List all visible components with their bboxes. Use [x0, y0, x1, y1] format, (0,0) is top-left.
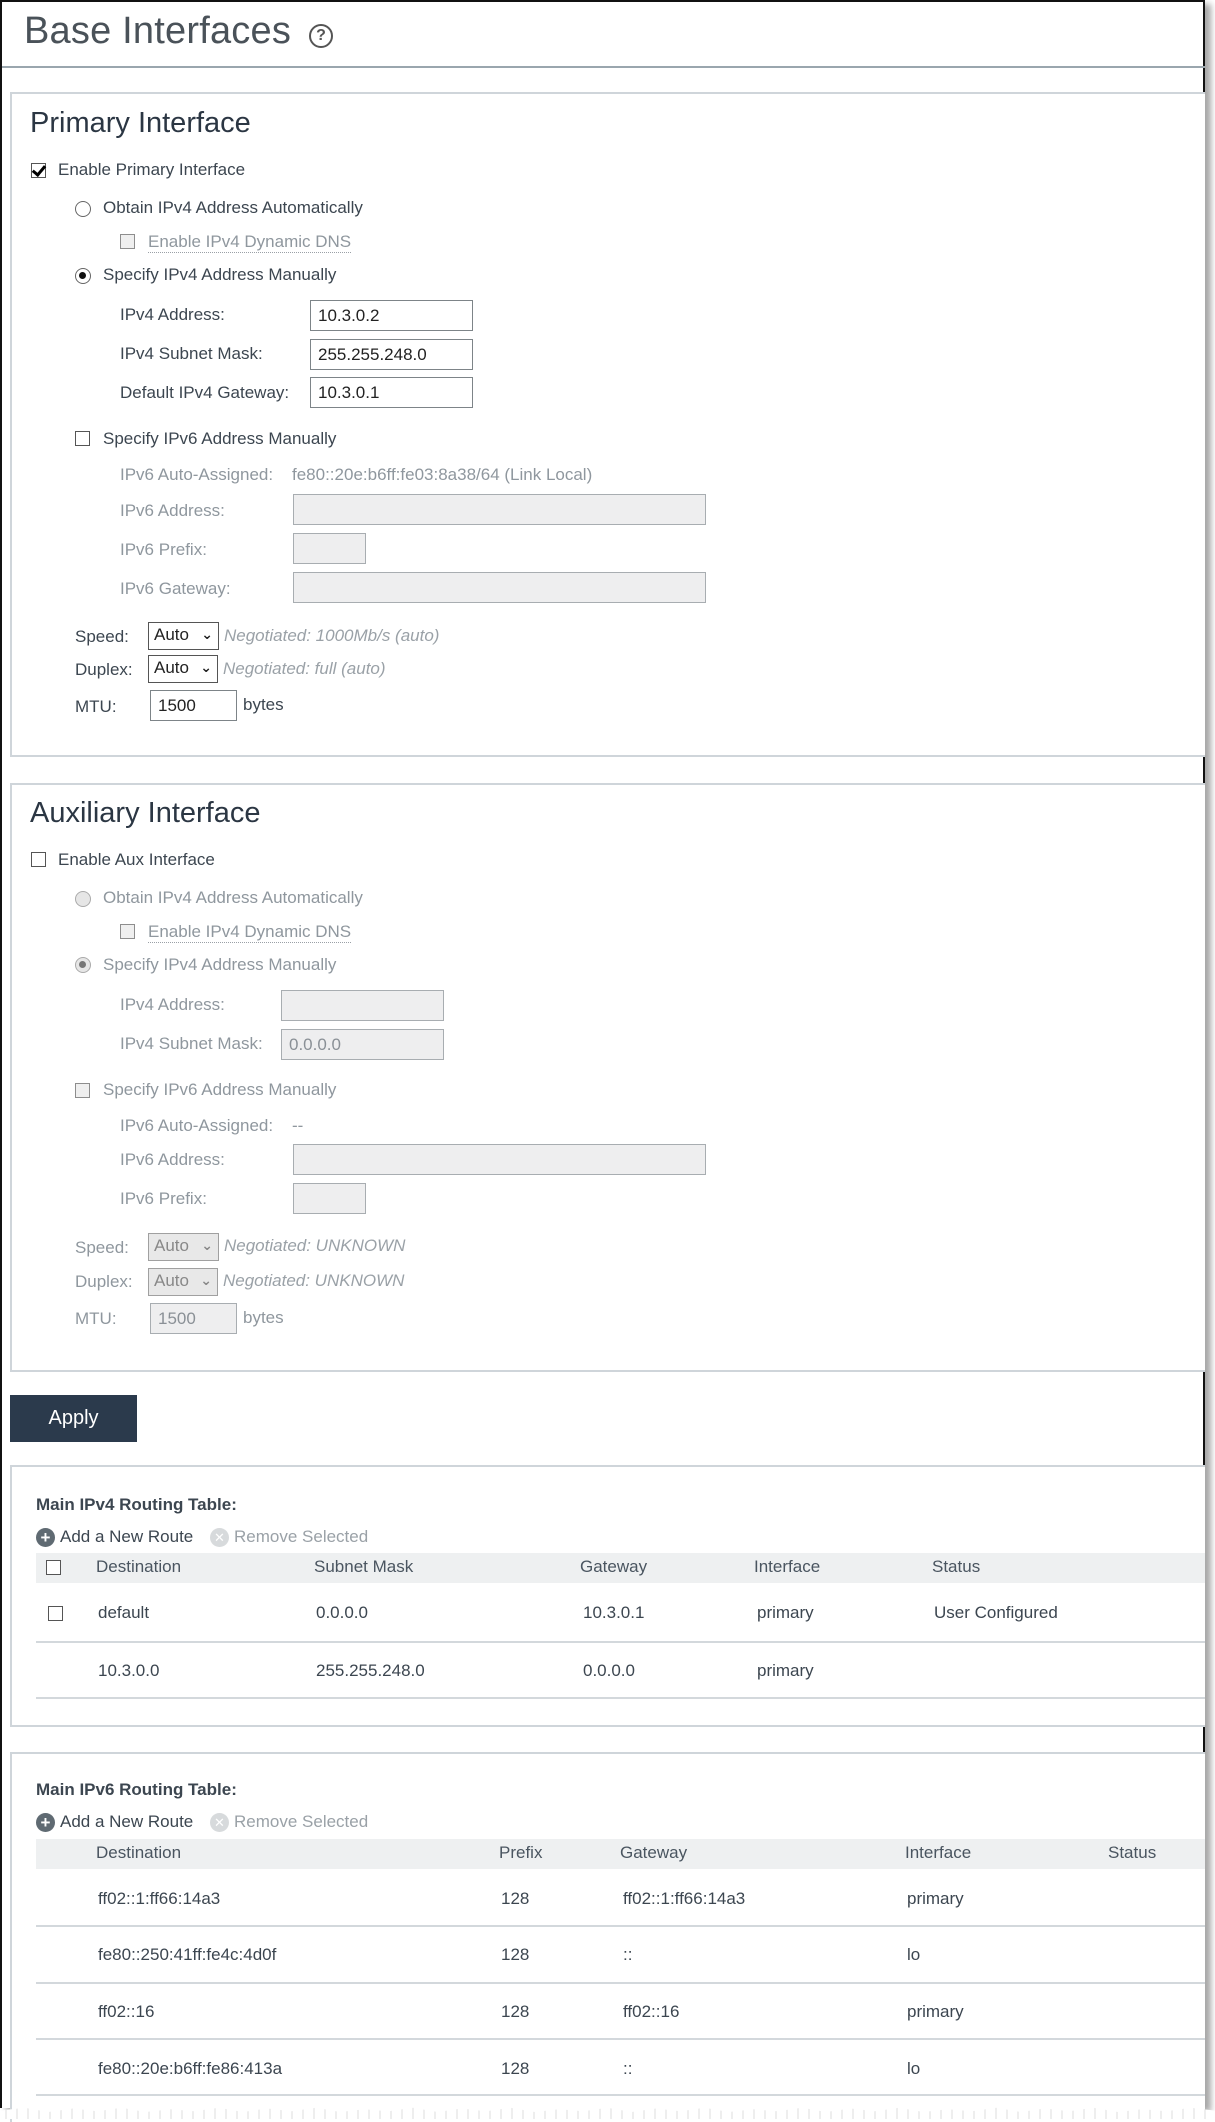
primary-specify-manual-label: Specify IPv4 Address Manually	[103, 265, 337, 284]
aux-ipv6-manual-label: Specify IPv6 Address Manually	[103, 1080, 337, 1099]
remove-circle-icon: ✕	[210, 1813, 229, 1832]
ipv4-row-interface: primary	[757, 1603, 814, 1622]
primary-ipv6-gateway-label: IPv6 Gateway:	[120, 579, 231, 598]
aux-ipv6-address-label: IPv6 Address:	[120, 1150, 225, 1169]
aux-duplex-value: Auto	[154, 1271, 189, 1290]
row-divider	[36, 1641, 1205, 1643]
ipv6-row-prefix: 128	[501, 1889, 530, 1908]
primary-ipv6-prefix-label: IPv6 Prefix:	[120, 540, 207, 559]
primary-gateway-label: Default IPv4 Gateway:	[120, 383, 290, 402]
aux-specify-manual-label: Specify IPv4 Address Manually	[103, 955, 337, 974]
aux-ipv6-prefix-input[interactable]	[293, 1183, 366, 1214]
ipv6-col-interface[interactable]: Interface	[905, 1843, 972, 1862]
plus-circle-icon: +	[36, 1813, 55, 1832]
ipv4-col-destination[interactable]: Destination	[96, 1557, 182, 1576]
row-divider	[36, 1697, 1205, 1699]
ipv4-row-status: User Configured	[934, 1603, 1058, 1622]
aux-mtu-label: MTU:	[75, 1309, 117, 1328]
ipv4-row-subnet-mask: 0.0.0.0	[316, 1603, 368, 1622]
ipv4-row-subnet-mask: 255.255.248.0	[316, 1661, 425, 1680]
primary-mtu-unit: bytes	[243, 695, 284, 714]
page-title: Base Interfaces	[24, 10, 292, 52]
ipv4-remove-selected-button[interactable]	[210, 1527, 368, 1547]
aux-ipv6-auto-value: --	[292, 1116, 304, 1135]
aux-speed-label: Speed:	[75, 1238, 129, 1257]
primary-speed-label: Speed:	[75, 627, 129, 646]
aux-subnet-mask-input[interactable]	[281, 1029, 444, 1060]
help-icon[interactable]: ?	[309, 24, 333, 48]
aux-obtain-auto-radio[interactable]	[75, 891, 91, 907]
ipv4-table-title: Main IPv4 Routing Table:	[36, 1495, 237, 1514]
ipv6-col-prefix[interactable]: Prefix	[499, 1843, 543, 1862]
row-divider	[36, 1925, 1205, 1927]
aux-mtu-unit: bytes	[243, 1308, 284, 1327]
plus-circle-icon: +	[36, 1528, 55, 1547]
ipv4-row-destination: default	[98, 1603, 150, 1622]
aux-duplex-negotiated: Negotiated: UNKNOWN	[223, 1271, 405, 1290]
primary-ipv6-address-label: IPv6 Address:	[120, 501, 225, 520]
aux-subnet-mask-label: IPv4 Subnet Mask:	[120, 1034, 263, 1053]
primary-obtain-auto-label: Obtain IPv4 Address Automatically	[103, 198, 363, 217]
row-divider	[36, 2038, 1205, 2040]
ipv6-row-prefix: 128	[501, 2002, 530, 2021]
primary-duplex-select[interactable]	[148, 655, 218, 683]
primary-dynamic-dns-label: Enable IPv4 Dynamic DNS	[148, 232, 352, 251]
row-divider	[36, 2094, 1205, 2096]
ipv4-row-destination: 10.3.0.0	[98, 1661, 160, 1680]
primary-ipv6-gateway-input[interactable]	[293, 572, 706, 603]
ipv4-select-all-checkbox[interactable]	[46, 1560, 61, 1575]
ipv6-col-destination[interactable]: Destination	[96, 1843, 182, 1862]
chevron-down-icon: ⌄	[200, 1272, 212, 1288]
ipv6-add-route-button[interactable]	[36, 1812, 193, 1832]
ipv6-row-destination: ff02::1:ff66:14a3	[98, 1889, 221, 1908]
ipv6-row-prefix: 128	[501, 2059, 530, 2078]
ipv4-add-route-label: Add a New Route	[60, 1527, 194, 1546]
aux-ipv6-manual-checkbox[interactable]	[75, 1083, 90, 1098]
aux-mtu-input[interactable]	[150, 1303, 237, 1334]
ipv4-row-interface: primary	[757, 1661, 814, 1680]
primary-subnet-mask-label: IPv4 Subnet Mask:	[120, 344, 263, 363]
ipv4-col-gateway[interactable]: Gateway	[580, 1557, 648, 1576]
primary-obtain-auto-radio[interactable]	[75, 201, 91, 217]
primary-speed-negotiated: Negotiated: 1000Mb/s (auto)	[224, 626, 440, 645]
primary-subnet-mask-input[interactable]	[310, 339, 473, 370]
ipv6-col-gateway[interactable]: Gateway	[620, 1843, 688, 1862]
primary-ipv4-address-label: IPv4 Address:	[120, 305, 225, 324]
primary-specify-manual-radio[interactable]	[75, 268, 91, 284]
aux-duplex-select[interactable]	[148, 1268, 218, 1296]
primary-ipv6-manual-label: Specify IPv6 Address Manually	[103, 429, 337, 448]
primary-speed-value: Auto	[154, 625, 189, 644]
primary-speed-select[interactable]	[148, 622, 219, 650]
ipv6-row-gateway: ::	[623, 2059, 633, 2078]
primary-mtu-input[interactable]	[150, 690, 237, 721]
ipv4-row-gateway: 10.3.0.1	[583, 1603, 645, 1622]
primary-gateway-input[interactable]	[310, 377, 473, 408]
ipv6-row-interface: lo	[907, 2059, 921, 2078]
aux-speed-select[interactable]	[148, 1233, 219, 1261]
ipv6-row-interface: lo	[907, 1945, 921, 1964]
primary-ipv6-address-input[interactable]	[293, 494, 706, 525]
aux-obtain-auto-label: Obtain IPv4 Address Automatically	[103, 888, 363, 907]
chevron-down-icon: ⌄	[201, 1237, 213, 1253]
apply-button[interactable]: Apply	[10, 1395, 137, 1442]
ipv6-row-interface: primary	[907, 2002, 964, 2021]
title-divider	[2, 66, 1205, 68]
ipv6-row-gateway: ff02::16	[623, 2002, 680, 2021]
aux-ipv6-address-input[interactable]	[293, 1144, 706, 1175]
row-divider	[36, 1982, 1205, 1984]
aux-speed-negotiated: Negotiated: UNKNOWN	[224, 1236, 406, 1255]
aux-duplex-label: Duplex:	[75, 1272, 133, 1291]
aux-dynamic-dns-checkbox[interactable]	[120, 924, 135, 939]
primary-duplex-value: Auto	[154, 658, 189, 677]
ipv6-row-destination: ff02::16	[98, 2002, 155, 2021]
primary-dynamic-dns-checkbox[interactable]	[120, 234, 135, 249]
ipv4-add-route-button[interactable]	[36, 1527, 193, 1547]
aux-specify-manual-radio[interactable]	[75, 957, 91, 973]
ipv4-row-checkbox[interactable]	[48, 1606, 63, 1621]
ipv6-remove-selected-button[interactable]	[210, 1812, 368, 1832]
ipv4-row-gateway: 0.0.0.0	[583, 1661, 635, 1680]
remove-circle-icon: ✕	[210, 1528, 229, 1547]
enable-aux-checkbox[interactable]	[31, 852, 46, 867]
aux-speed-value: Auto	[154, 1236, 189, 1255]
ipv6-row-destination: fe80::20e:b6ff:fe86:413a	[98, 2059, 283, 2078]
aux-ipv6-auto-label: IPv6 Auto-Assigned:	[120, 1116, 274, 1135]
ipv6-remove-selected-label: Remove Selected	[234, 1812, 369, 1831]
primary-ipv6-auto-label: IPv6 Auto-Assigned:	[120, 465, 274, 484]
aux-interface-title: Auxiliary Interface	[30, 797, 261, 829]
primary-ipv6-prefix-input[interactable]	[293, 533, 366, 564]
aux-ipv6-prefix-label: IPv6 Prefix:	[120, 1189, 207, 1208]
ipv6-row-prefix: 128	[501, 1945, 530, 1964]
chevron-down-icon: ⌄	[201, 626, 213, 642]
ipv6-add-route-label: Add a New Route	[60, 1812, 194, 1831]
ipv4-remove-selected-label: Remove Selected	[234, 1527, 369, 1546]
aux-dynamic-dns-label: Enable IPv4 Dynamic DNS	[148, 922, 352, 941]
ipv6-table-title: Main IPv6 Routing Table:	[36, 1780, 237, 1799]
enable-primary-label: Enable Primary Interface	[58, 160, 246, 179]
ipv4-col-interface[interactable]: Interface	[754, 1557, 821, 1576]
ipv6-col-status[interactable]: Status	[1108, 1843, 1157, 1862]
primary-mtu-label: MTU:	[75, 697, 117, 716]
primary-duplex-negotiated: Negotiated: full (auto)	[223, 659, 386, 678]
primary-ipv6-manual-checkbox[interactable]	[75, 431, 90, 446]
aux-ipv4-address-input[interactable]	[281, 990, 444, 1021]
enable-aux-label: Enable Aux Interface	[58, 850, 215, 869]
ipv6-row-gateway: ff02::1:ff66:14a3	[623, 1889, 746, 1908]
aux-ipv4-address-label: IPv4 Address:	[120, 995, 225, 1014]
enable-primary-checkbox[interactable]	[31, 163, 46, 178]
ipv6-row-destination: fe80::250:41ff:fe4c:4d0f	[98, 1945, 277, 1964]
primary-interface-title: Primary Interface	[30, 107, 251, 139]
primary-duplex-label: Duplex:	[75, 660, 133, 679]
ipv6-row-interface: primary	[907, 1889, 964, 1908]
chevron-down-icon: ⌄	[200, 659, 212, 675]
primary-ipv4-address-input[interactable]	[310, 300, 473, 331]
ipv4-col-status[interactable]: Status	[932, 1557, 981, 1576]
primary-ipv6-auto-value: fe80::20e:b6ff:fe03:8a38/64 (Link Local)	[292, 465, 593, 484]
ipv6-row-gateway: ::	[623, 1945, 633, 1964]
ipv4-col-subnet-mask[interactable]: Subnet Mask	[314, 1557, 414, 1576]
